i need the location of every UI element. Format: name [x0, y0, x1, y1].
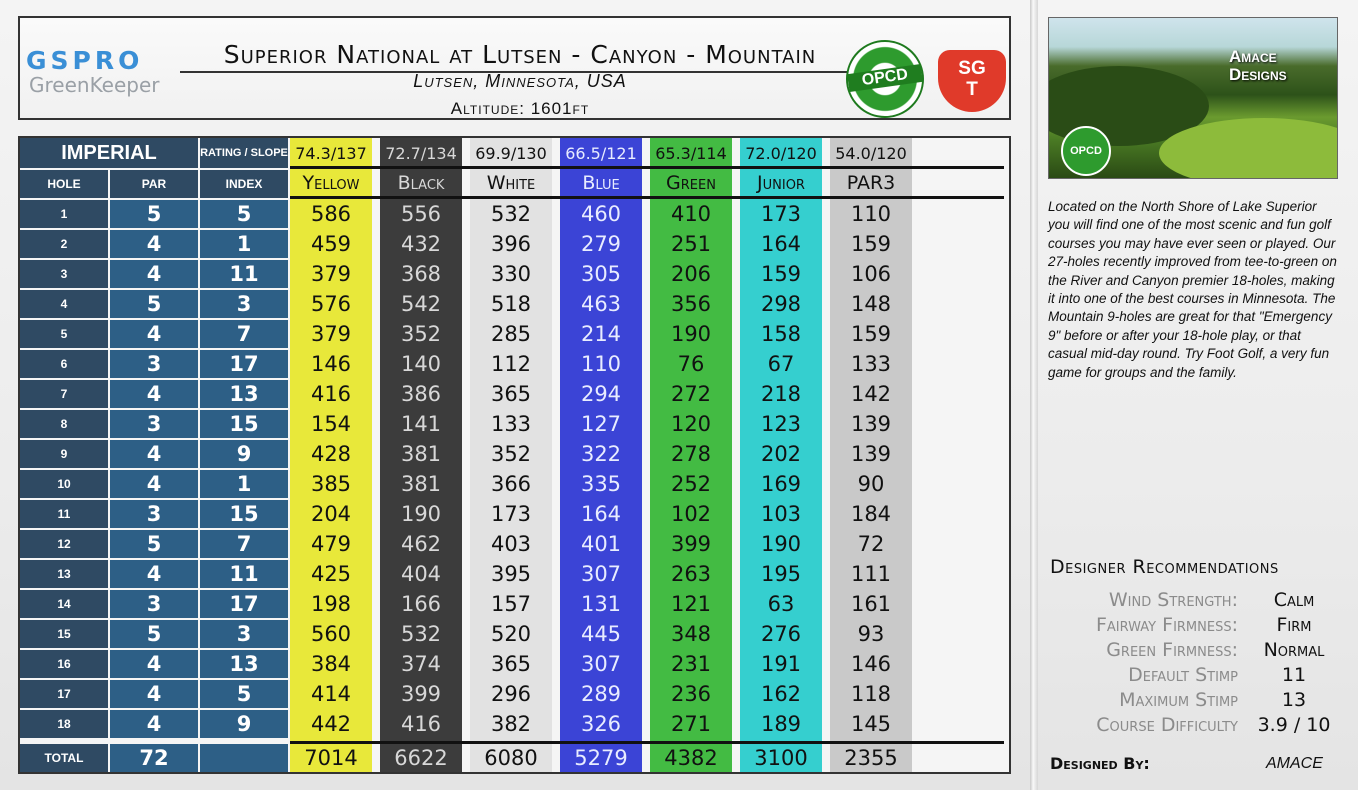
hole-number: 7: [20, 380, 108, 408]
tee-yardage: 352: [490, 442, 532, 466]
recommendation-row: [1038, 714, 1358, 739]
tee-yardage: 479: [310, 532, 352, 556]
total-label: TOTAL: [20, 744, 108, 772]
tee-yardage: 322: [580, 442, 622, 466]
unit-label: IMPERIAL: [20, 138, 198, 168]
tee-yardage: 399: [670, 532, 712, 556]
tee-yardage: 161: [850, 592, 892, 616]
course-title: Superior National at Lutsen - Canyon - Mountain: [223, 40, 817, 69]
tee-yardage: 414: [310, 682, 352, 706]
hole-index: 9: [200, 440, 288, 468]
tee-yardage: 67: [767, 352, 795, 376]
tee-total: 2355: [844, 746, 898, 770]
hole-number: 5: [20, 320, 108, 348]
hole-index: 15: [200, 500, 288, 528]
tee-yardage: 399: [400, 682, 442, 706]
tee-yardage: 386: [400, 382, 442, 406]
tee-yardage: 348: [670, 622, 712, 646]
tee-yardage: 158: [760, 322, 802, 346]
tee-yardage: 146: [850, 652, 892, 676]
tee-yardage: 356: [670, 292, 712, 316]
tee-yardage: 121: [670, 592, 712, 616]
tee-yardage: 330: [490, 262, 532, 286]
tee-yardage: 123: [760, 412, 802, 436]
tee-yardage: 428: [310, 442, 352, 466]
tee-yardage: 382: [490, 712, 532, 736]
tee-yardage: 189: [760, 712, 802, 736]
tee-yardage: 462: [400, 532, 442, 556]
tee-yardage: 131: [580, 592, 622, 616]
hole-par: 4: [110, 320, 198, 348]
tee-yardage: 146: [310, 352, 352, 376]
tee-yardage: 198: [310, 592, 352, 616]
tee-rating: 66.5/121: [565, 143, 637, 163]
greenkeeper-logo: GreenKeeper: [29, 73, 160, 97]
hole-index: 11: [200, 560, 288, 588]
hole-index: 15: [200, 410, 288, 438]
tee-rating: 54.0/120: [835, 143, 907, 163]
tee-yardage: 111: [850, 562, 892, 586]
tee-yardage: 294: [580, 382, 622, 406]
hole-number: 9: [20, 440, 108, 468]
opcd-badge-icon: [846, 40, 924, 118]
tee-yardage: 173: [760, 202, 802, 226]
hole-par: 5: [110, 200, 198, 228]
recommendation-row: [1038, 639, 1358, 664]
hole-par: 3: [110, 590, 198, 618]
hole-number: 16: [20, 650, 108, 678]
tee-yardage: 164: [760, 232, 802, 256]
hole-index: 7: [200, 530, 288, 558]
hole-par: 4: [110, 680, 198, 708]
recommendation-label: Course Difficulty: [1096, 714, 1238, 736]
course-altitude: Altitude: 1601ft: [450, 99, 590, 118]
hole-column-header: HOLE: [20, 170, 108, 198]
tee-yardage: 307: [580, 562, 622, 586]
tee-yardage: 140: [400, 352, 442, 376]
tee-total: 7014: [304, 746, 358, 770]
hole-number: 4: [20, 290, 108, 318]
tee-yardage: 251: [670, 232, 712, 256]
tee-yardage: 191: [760, 652, 802, 676]
hole-index: 17: [200, 590, 288, 618]
tee-rating: 69.9/130: [475, 143, 547, 163]
hole-index: 11: [200, 260, 288, 288]
tee-rating: 74.3/137: [295, 143, 367, 163]
tee-yardage: 148: [850, 292, 892, 316]
hole-par: 4: [110, 440, 198, 468]
rating-slope-label: RATING / SLOPE: [200, 138, 288, 168]
hole-index: 17: [200, 350, 288, 378]
course-photo: [1048, 17, 1338, 179]
hole-par: 4: [110, 650, 198, 678]
tee-yardage: 206: [670, 262, 712, 286]
hole-number: 8: [20, 410, 108, 438]
tee-yardage: 384: [310, 652, 352, 676]
designed-by-label: Designed By:: [1050, 754, 1150, 773]
header-bottom-rule: [290, 196, 1004, 199]
tee-yardage: 404: [400, 562, 442, 586]
index-column-header: INDEX: [200, 170, 288, 198]
tee-yardage: 190: [400, 502, 442, 526]
tee-yardage: 352: [400, 322, 442, 346]
hole-index: 9: [200, 710, 288, 738]
tee-yardage: 445: [580, 622, 622, 646]
tee-yardage: 63: [767, 592, 795, 616]
amace-designs-logo: [1229, 48, 1287, 84]
total-index-blank: [200, 744, 288, 772]
tee-rating: 72.7/134: [385, 143, 457, 163]
hole-par: 4: [110, 710, 198, 738]
tee-yardage: 90: [857, 472, 885, 496]
hole-number: 1: [20, 200, 108, 228]
tee-yardage: 72: [857, 532, 885, 556]
hole-par: 5: [110, 620, 198, 648]
tee-yardage: 190: [670, 322, 712, 346]
tee-yardage: 542: [400, 292, 442, 316]
tee-total: 4382: [664, 746, 718, 770]
tee-yardage: 432: [400, 232, 442, 256]
tee-yardage: 276: [760, 622, 802, 646]
hole-par: 5: [110, 530, 198, 558]
par-column-header: PAR: [110, 170, 198, 198]
recommendation-label: Fairway Firmness:: [1095, 614, 1238, 636]
recommendation-value: Firm: [1276, 614, 1312, 636]
hole-index: 13: [200, 380, 288, 408]
hole-par: 4: [110, 230, 198, 258]
tee-yardage: 365: [490, 652, 532, 676]
tee-yardage: 76: [677, 352, 705, 376]
tee-yardage: 298: [760, 292, 802, 316]
tee-yardage: 159: [760, 262, 802, 286]
tee-yardage: 159: [850, 322, 892, 346]
tee-yardage: 93: [857, 622, 885, 646]
tee-yardage: 157: [490, 592, 532, 616]
tee-yardage: 381: [400, 442, 442, 466]
hole-number: 12: [20, 530, 108, 558]
tee-yardage: 425: [310, 562, 352, 586]
tee-yardage: 560: [310, 622, 352, 646]
tee-yardage: 173: [490, 502, 532, 526]
tee-yardage: 307: [580, 652, 622, 676]
tee-yardage: 139: [850, 412, 892, 436]
tee-yardage: 154: [310, 412, 352, 436]
tee-yardage: 166: [400, 592, 442, 616]
tee-yardage: 145: [850, 712, 892, 736]
recommendation-label: Default Stimp: [1128, 664, 1238, 686]
amace-logo-line1: Amace: [1229, 47, 1277, 66]
hole-par: 4: [110, 470, 198, 498]
recommendation-label: Green Firmness:: [1106, 639, 1238, 661]
tee-yardage: 141: [400, 412, 442, 436]
tee-yardage: 385: [310, 472, 352, 496]
tee-yardage: 190: [760, 532, 802, 556]
hole-index: 13: [200, 650, 288, 678]
tee-yardage: 106: [850, 262, 892, 286]
recommendation-row: [1038, 589, 1358, 614]
header-top-rule: [290, 166, 1004, 169]
recommendation-label: Maximum Stimp: [1119, 689, 1238, 711]
tee-yardage: 296: [490, 682, 532, 706]
tee-name: Blue: [582, 171, 620, 194]
recommendation-row: [1038, 664, 1358, 689]
hole-index: 3: [200, 620, 288, 648]
tee-yardage: 520: [490, 622, 532, 646]
tee-name: White: [486, 171, 536, 194]
course-info-sidebar: [1038, 0, 1358, 790]
tee-yardage: 110: [580, 352, 622, 376]
hole-number: 3: [20, 260, 108, 288]
hole-number: 17: [20, 680, 108, 708]
recommendations-title: Designer Recommendations: [1050, 556, 1279, 578]
recommendation-row: [1038, 689, 1358, 714]
tee-yardage: 289: [580, 682, 622, 706]
tee-yardage: 532: [400, 622, 442, 646]
tee-yardage: 103: [760, 502, 802, 526]
tee-yardage: 271: [670, 712, 712, 736]
sgt-logo-icon: [938, 50, 1006, 112]
hole-index: 7: [200, 320, 288, 348]
recommendation-row: [1038, 614, 1358, 639]
sgt-logo-line2: T: [966, 79, 978, 100]
photo-opcd-label: OPCD: [1070, 145, 1102, 157]
tee-yardage: 381: [400, 472, 442, 496]
tee-total: 6080: [484, 746, 538, 770]
tee-yardage: 326: [580, 712, 622, 736]
tee-yardage: 518: [490, 292, 532, 316]
tee-yardage: 169: [760, 472, 802, 496]
tee-name: Black: [397, 171, 445, 194]
amace-logo-line2: Designs: [1229, 65, 1287, 84]
tee-yardage: 460: [580, 202, 622, 226]
tee-yardage: 379: [310, 322, 352, 346]
tee-yardage: 164: [580, 502, 622, 526]
recommendation-value: 11: [1281, 664, 1307, 686]
hole-index: 1: [200, 230, 288, 258]
tee-yardage: 263: [670, 562, 712, 586]
tee-yardage: 252: [670, 472, 712, 496]
hole-number: 2: [20, 230, 108, 258]
tee-yardage: 120: [670, 412, 712, 436]
total-rule: [290, 741, 1004, 744]
tee-yardage: 368: [400, 262, 442, 286]
hole-index: 5: [200, 200, 288, 228]
tee-yardage: 112: [490, 352, 532, 376]
tee-yardage: 379: [310, 262, 352, 286]
tee-yardage: 214: [580, 322, 622, 346]
tee-yardage: 204: [310, 502, 352, 526]
tee-name: Yellow: [302, 171, 360, 194]
recommendation-value: Calm: [1273, 589, 1315, 611]
recommendation-value: 13: [1281, 689, 1307, 711]
hole-number: 15: [20, 620, 108, 648]
hole-number: 10: [20, 470, 108, 498]
recommendation-value: 3.9 / 10: [1257, 714, 1331, 736]
tee-yardage: 365: [490, 382, 532, 406]
tee-yardage: 184: [850, 502, 892, 526]
gspro-logo: GSPRO: [26, 46, 144, 75]
tee-yardage: 459: [310, 232, 352, 256]
hole-par: 3: [110, 500, 198, 528]
hole-number: 13: [20, 560, 108, 588]
tee-yardage: 335: [580, 472, 622, 496]
tee-total: 6622: [394, 746, 448, 770]
tee-yardage: 133: [490, 412, 532, 436]
tee-yardage: 278: [670, 442, 712, 466]
hole-index: 1: [200, 470, 288, 498]
tee-yardage: 532: [490, 202, 532, 226]
tee-yardage: 279: [580, 232, 622, 256]
tee-yardage: 395: [490, 562, 532, 586]
tee-yardage: 231: [670, 652, 712, 676]
tee-rating: 65.3/114: [655, 143, 727, 163]
tee-yardage: 127: [580, 412, 622, 436]
tee-yardage: 142: [850, 382, 892, 406]
tee-yardage: 410: [670, 202, 712, 226]
hole-number: 14: [20, 590, 108, 618]
tee-yardage: 133: [850, 352, 892, 376]
hole-par: 3: [110, 410, 198, 438]
tee-yardage: 218: [760, 382, 802, 406]
tee-yardage: 401: [580, 532, 622, 556]
tee-yardage: 285: [490, 322, 532, 346]
tee-yardage: 463: [580, 292, 622, 316]
hole-par: 3: [110, 350, 198, 378]
tee-yardage: 272: [670, 382, 712, 406]
hole-par: 4: [110, 260, 198, 288]
tee-yardage: 110: [850, 202, 892, 226]
tee-name: Green: [666, 171, 716, 194]
panel-divider: [1030, 0, 1038, 790]
tee-yardage: 366: [490, 472, 532, 496]
tee-name: Junior: [757, 171, 805, 194]
scorecard-table: [18, 136, 1011, 774]
tee-yardage: 118: [850, 682, 892, 706]
tee-yardage: 102: [670, 502, 712, 526]
tee-yardage: 416: [400, 712, 442, 736]
tee-yardage: 556: [400, 202, 442, 226]
tee-yardage: 442: [310, 712, 352, 736]
tee-total: 5279: [574, 746, 628, 770]
hole-par: 4: [110, 560, 198, 588]
hole-par: 4: [110, 380, 198, 408]
tee-yardage: 202: [760, 442, 802, 466]
tee-yardage: 305: [580, 262, 622, 286]
recommendation-value: Normal: [1263, 639, 1325, 661]
tee-yardage: 396: [490, 232, 532, 256]
designed-by-value: AMACE: [1266, 755, 1323, 772]
recommendation-label: Wind Strength:: [1108, 589, 1238, 611]
tee-yardage: 236: [670, 682, 712, 706]
photo-opcd-badge-icon: [1061, 126, 1111, 176]
total-par: 72: [110, 744, 198, 772]
hole-index: 5: [200, 680, 288, 708]
course-header: [18, 16, 1011, 120]
hole-number: 11: [20, 500, 108, 528]
tee-yardage: 586: [310, 202, 352, 226]
hole-number: 6: [20, 350, 108, 378]
tee-yardage: 576: [310, 292, 352, 316]
tee-total: 3100: [754, 746, 808, 770]
tee-yardage: 374: [400, 652, 442, 676]
hole-number: 18: [20, 710, 108, 738]
tee-yardage: 195: [760, 562, 802, 586]
tee-yardage: 139: [850, 442, 892, 466]
hole-par: 5: [110, 290, 198, 318]
tee-name: PAR3: [846, 171, 896, 194]
tee-yardage: 159: [850, 232, 892, 256]
sgt-logo-line1: SG: [958, 58, 986, 79]
opcd-badge-label: OPCD: [847, 64, 923, 92]
tee-rating: 72.0/120: [745, 143, 817, 163]
tee-yardage: 403: [490, 532, 532, 556]
tee-yardage: 416: [310, 382, 352, 406]
tee-yardage: 162: [760, 682, 802, 706]
course-location: Lutsen, Minnesota, USA: [413, 71, 627, 91]
course-description: Located on the North Shore of Lake Superior you will find one of the most scenic and fun golf courses you may have ever seen or played. Our 27-holes recently improved from tee-to-green on the River and Canyon premier 18-holes, making it into one of the best courses in Minnesota. The Mountain 9-holes are great for that "Emergency 9" before or after your 18-hole play, or that casual mid-day round. Try Foot Golf, a very fun game for groups and the family.: [1048, 199, 1337, 380]
hole-index: 3: [200, 290, 288, 318]
